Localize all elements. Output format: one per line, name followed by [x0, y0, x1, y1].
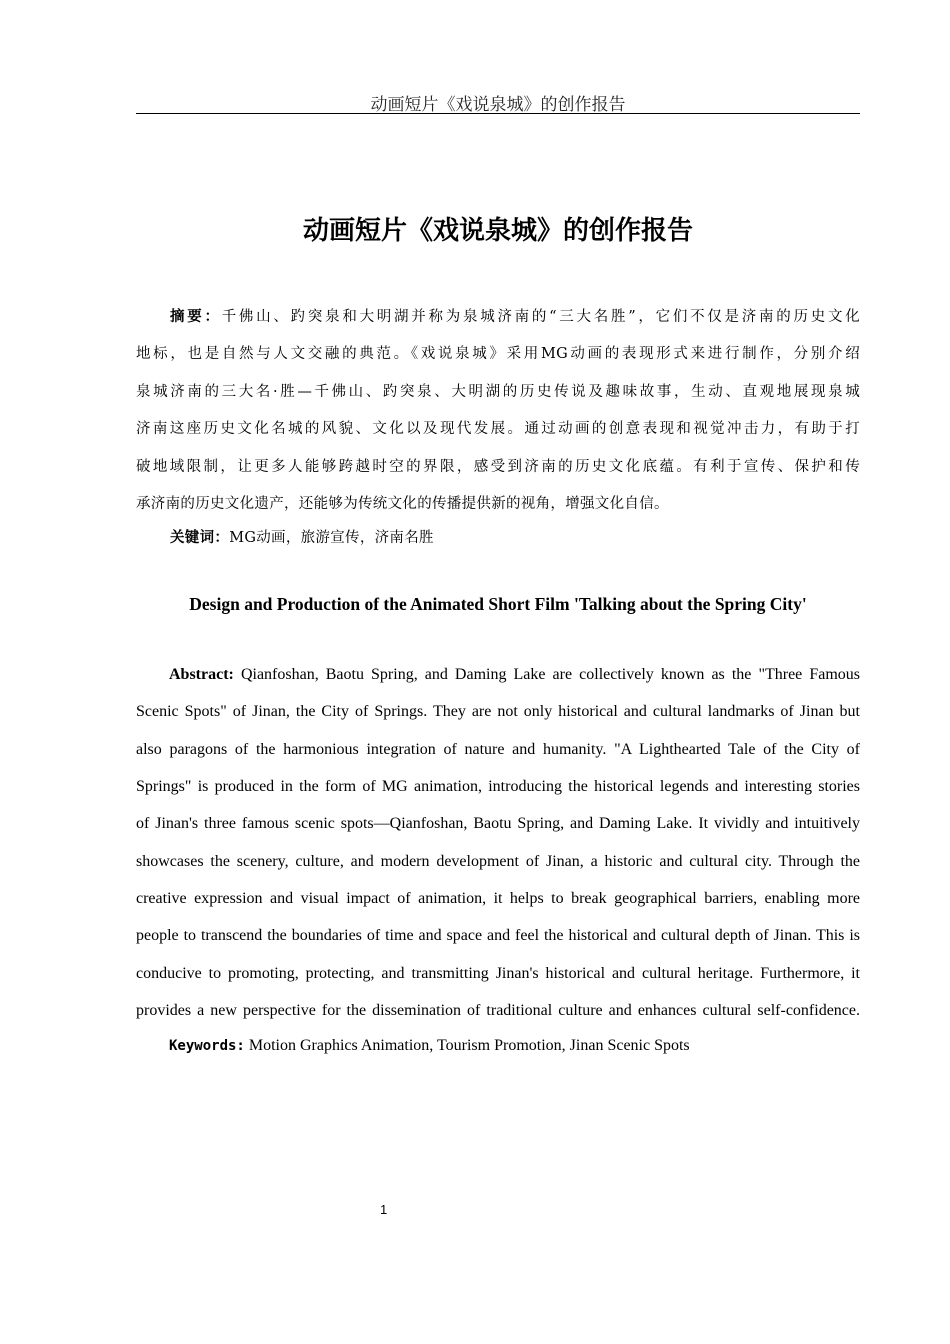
en-keywords-label: Keywords: [169, 1038, 245, 1054]
en-abstract-line: also paragons of the harmonious integration of nature and humanity. "A Lighthearted Tale of the City of [136, 741, 860, 758]
en-abstract-line: creative expression and visual impact of animation, it helps to break geographical barriers, enabling more [136, 890, 860, 907]
en-abstract-line: Abstract: Qianfoshan, Baotu Spring, and Daming Lake are collectively known as the "Three Famous [169, 666, 861, 683]
zh-abstract-line: 地标，也是自然与人文交融的典范。《戏说泉城》采用MG动画的表现形式来进行制作，分别介绍 [136, 346, 860, 362]
en-keywords: Keywords: Motion Graphics Animation, Tourism Promotion, Jinan Scenic Spots [169, 1037, 690, 1054]
en-abstract-line: conducive to promoting, protecting, and transmitting Jinan's historical and cultural heritage. Furthermore, it [136, 965, 860, 982]
en-abstract-line: Scenic Spots" of Jinan, the City of Springs. They are not only historical and cultural landmarks of Jinan but [136, 703, 860, 720]
page-number: 1 [380, 1202, 388, 1217]
zh-abstract-line: 破地域限制，让更多人能够跨越时空的界限，感受到济南的历史文化底蕴。有利于宣传、保护和传 [136, 459, 860, 475]
zh-abstract-line: 承济南的历史文化遗产，还能够为传统文化的传播提供新的视角，增强文化自信。 [136, 496, 669, 512]
en-abstract-line: provides a new perspective for the dissemination of traditional culture and enhances cultural self-confidence. [136, 1002, 860, 1019]
en-abstract-line: Springs" is produced in the form of MG animation, introducing the historical legends and interesting stories [136, 778, 860, 795]
zh-keywords: 关键词：MG动画，旅游宣传，济南名胜 [170, 529, 434, 546]
en-abstract-label: Abstract: [169, 666, 234, 683]
running-header: 动画短片《戏说泉城》的创作报告 [370, 95, 626, 114]
header-rule [136, 113, 860, 114]
zh-abstract-label: 摘要： [170, 308, 222, 325]
zh-abstract-line: 摘要：千佛山、趵突泉和大明湖并称为泉城济南的“三大名胜”，它们不仅是济南的历史文化 [170, 308, 860, 325]
en-abstract-line: of Jinan's three famous scenic spots—Qianfoshan, Baotu Spring, and Daming Lake. It vividly and intuitively [136, 815, 860, 832]
en-abstract-line: showcases the scenery, culture, and modern development of Jinan, a historic and cultural city. Through the [136, 853, 860, 870]
english-title: Design and Production of the Animated Short Film 'Talking about the Spring City' [189, 594, 807, 614]
en-abstract-line: people to transcend the boundaries of time and space and feel the historical and cultural depth of Jinan. This is [136, 927, 860, 944]
page-title: 动画短片《戏说泉城》的创作报告 [302, 216, 693, 246]
zh-keywords-label: 关键词： [170, 529, 230, 546]
zh-abstract-line: 泉城济南的三大名·胜—千佛山、趵突泉、大明湖的历史传说及趣味故事，生动、直观地展现泉城 [136, 384, 860, 400]
zh-abstract-line: 济南这座历史文化名城的风貌、文化以及现代发展。通过动画的创意表现和视觉冲击力，有助于打 [136, 421, 860, 437]
